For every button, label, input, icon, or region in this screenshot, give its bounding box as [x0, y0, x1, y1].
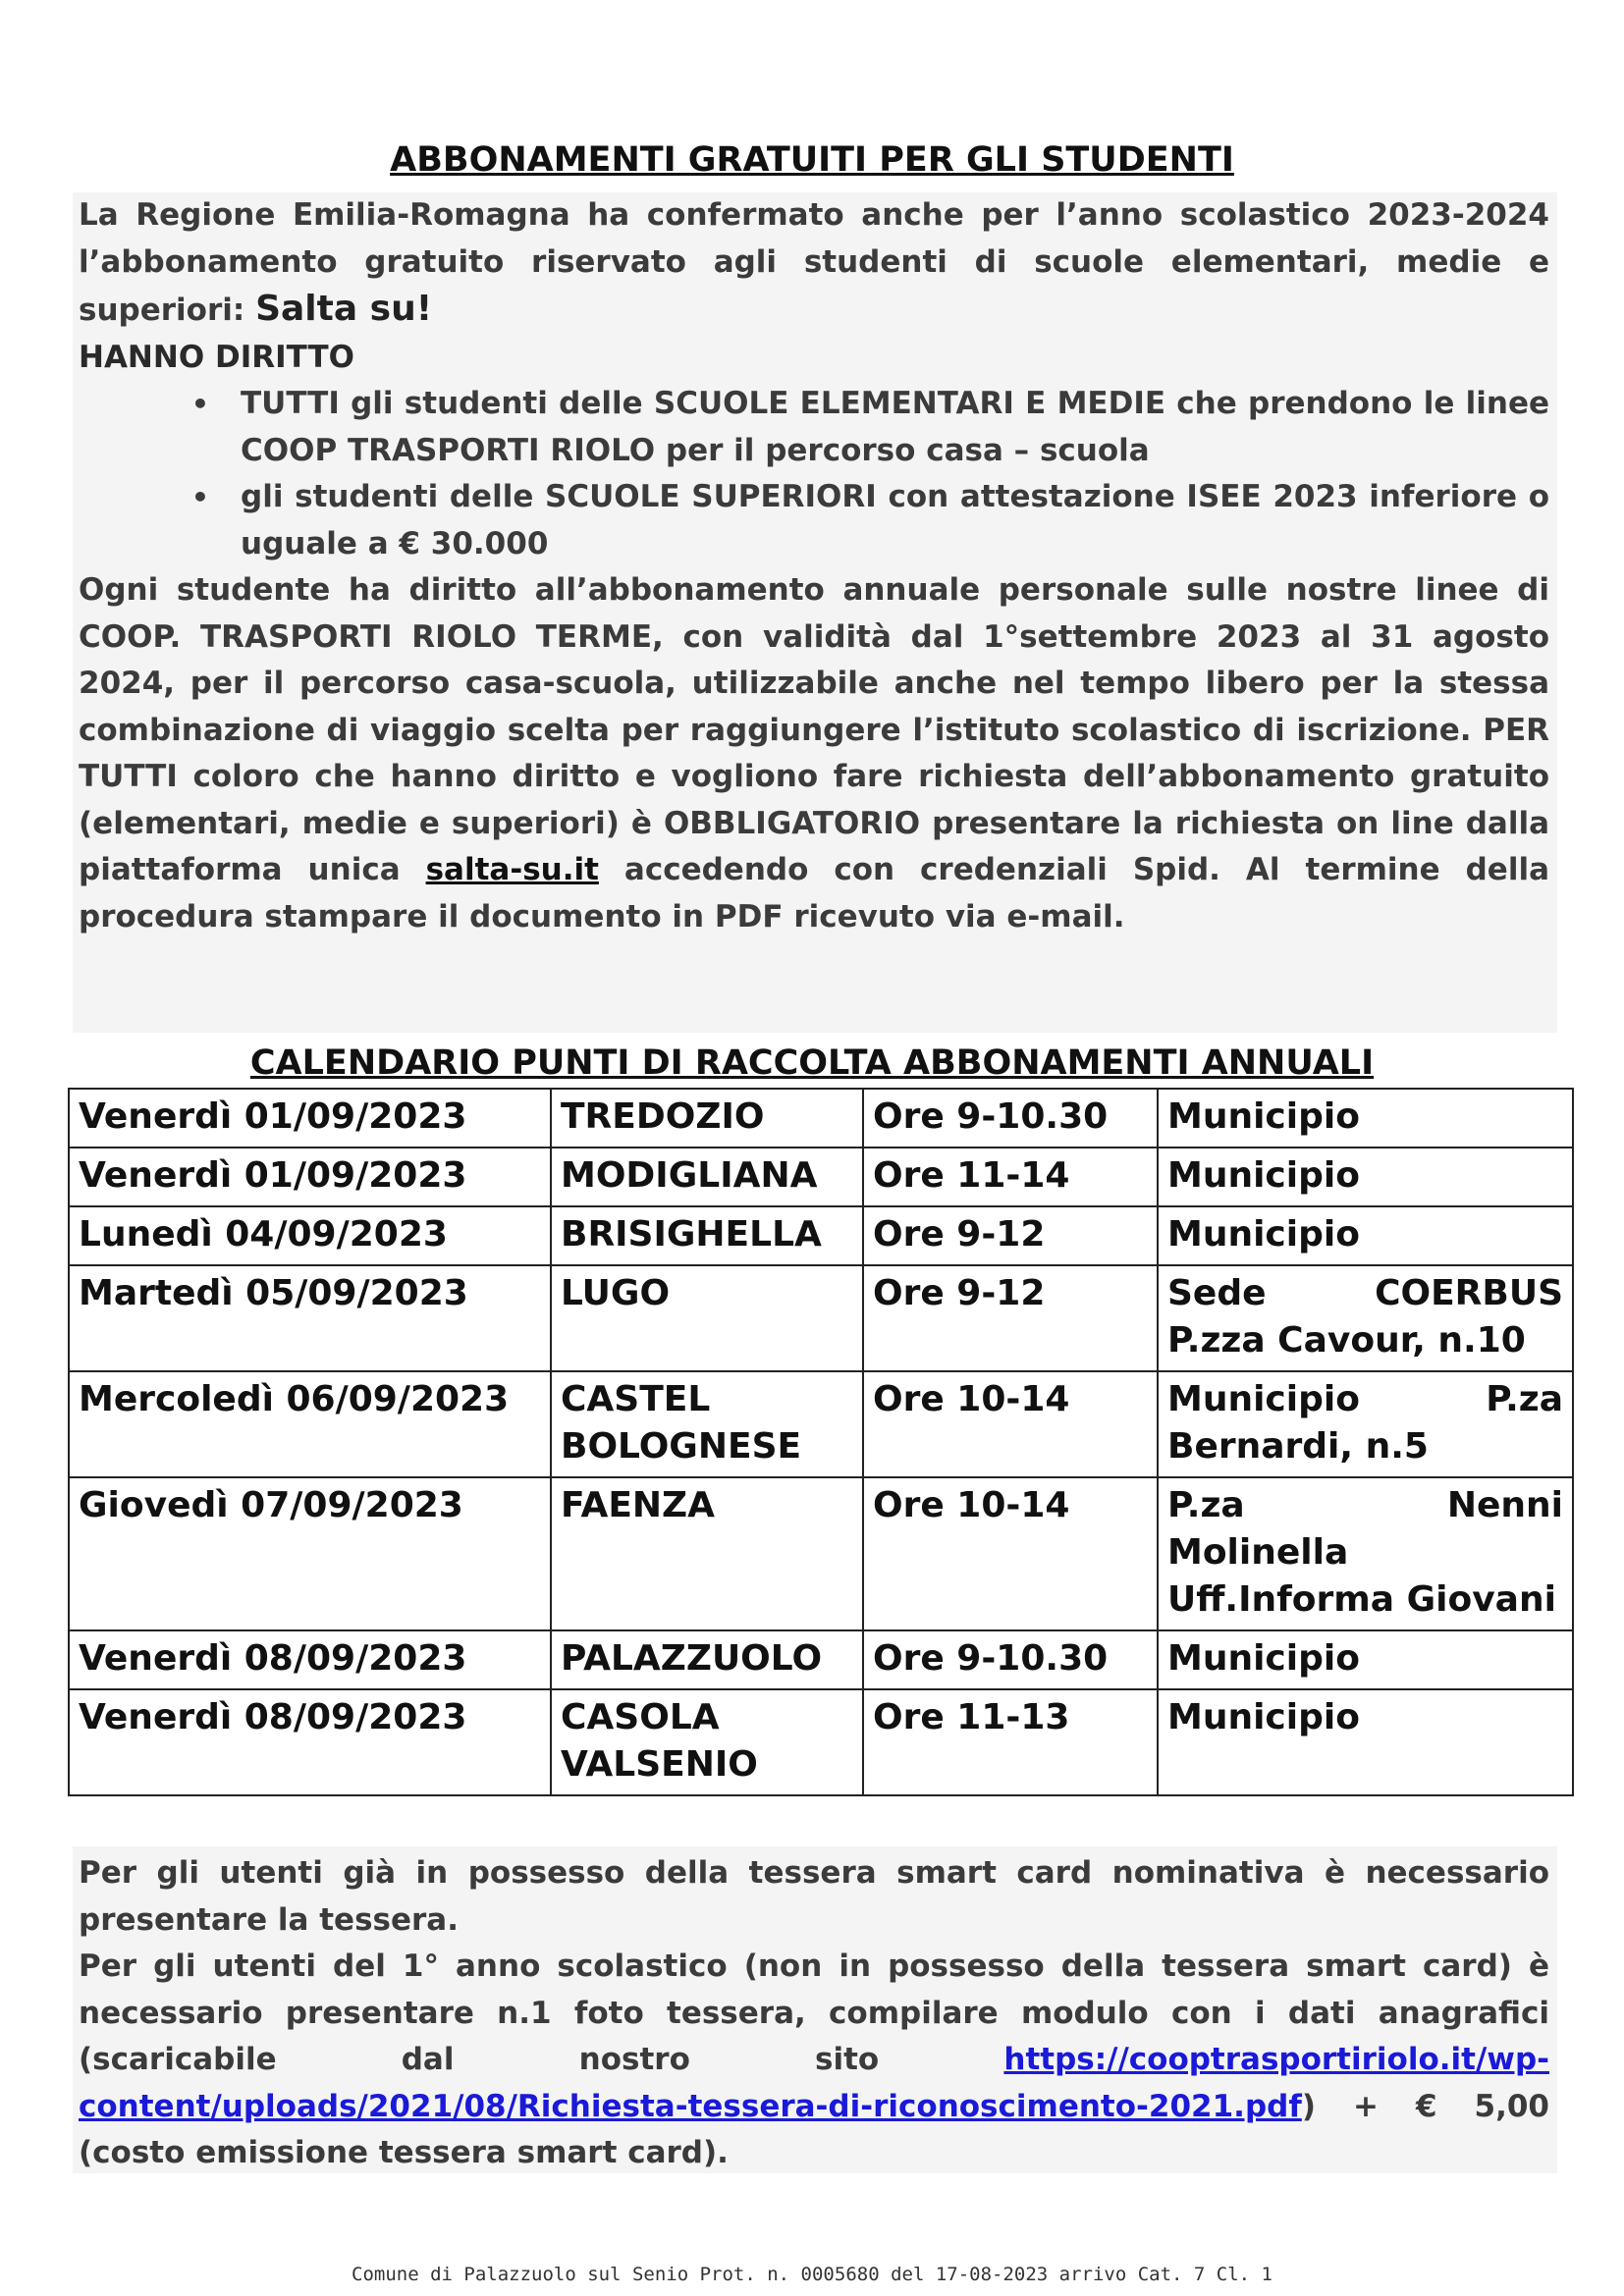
- eligibility-list: [79, 381, 1549, 567]
- date-cell: Lunedì 04/09/2023: [69, 1206, 551, 1265]
- note-existing-card: Per gli utenti già in possesso della tessera smart card nominativa è necessario presentare la tessera.: [79, 1855, 1549, 1938]
- bullet-icon: •: [191, 481, 209, 513]
- place-cell: Municipio: [1158, 1148, 1573, 1206]
- town-cell: TREDOZIO: [551, 1089, 863, 1148]
- hours-cell: Ore 9-12: [863, 1265, 1158, 1371]
- table-row: [69, 1630, 1573, 1689]
- details-text-end: accedendo con credenziali Spid. Al termine della procedura stampare il documento in PDF ricevuto via e-mail.: [79, 852, 1550, 934]
- details-paragraph: [79, 567, 1549, 940]
- salta-su-emphasis: Salta su!: [255, 289, 433, 329]
- hours-cell: Ore 9-10.30: [863, 1630, 1158, 1689]
- page-title: ABBONAMENTI GRATUITI PER GLI STUDENTI: [390, 140, 1234, 180]
- date-cell: Martedì 05/09/2023: [69, 1265, 551, 1371]
- note-text: Per gli utenti del 1° anno scolastico (non in possesso della tessera smart card) è necessario presentare n.1 foto tessera, compilare modulo con i dati anagrafici (scaricabile dal nostro sito: [79, 1949, 1549, 2077]
- hours-cell: Ore 9-10.30: [863, 1089, 1158, 1148]
- place-cell: Municipio P.za Bernardi, n.5: [1158, 1371, 1573, 1477]
- salta-su-link[interactable]: salta-su.it: [425, 852, 599, 887]
- date-cell: Venerdì 01/09/2023: [69, 1148, 551, 1206]
- notes-section: [79, 1850, 1549, 2177]
- hours-cell: Ore 11-14: [863, 1148, 1158, 1206]
- town-cell: BRISIGHELLA: [551, 1206, 863, 1265]
- list-item-text: gli studenti delle SCUOLE SUPERIORI con attestazione ISEE 2023 inferiore o uguale a € 30.000: [241, 479, 1549, 561]
- town-cell: MODIGLIANA: [551, 1148, 863, 1206]
- table-row: [69, 1371, 1573, 1477]
- place-cell: Municipio: [1158, 1689, 1573, 1795]
- intro-paragraph: [79, 192, 1549, 335]
- hours-cell: Ore 11-13: [863, 1689, 1158, 1795]
- details-text: Ogni studente ha diritto all’abbonamento annuale personale sulle nostre linee di COOP. TRASPORTI RIOLO TERME, con validità dal 1°settembre 2023 al 31 agosto 2024, per il percorso casa-scuola, utilizzabile anche nel tempo libero per la stessa combinazione di viaggio scelta per raggiungere l’istituto scolastico di iscrizione. PER TUTTI coloro che hanno diritto e vogliono fare richiesta dell’abbonamento gratuito (elementari, medie e superiori) è OBBLIGATORIO presentare la richiesta on line dalla piattaforma unica: [79, 572, 1549, 887]
- note-first-year: [79, 1944, 1549, 2177]
- bullet-icon: •: [191, 388, 209, 420]
- town-cell: CASOLA VALSENIO: [551, 1689, 863, 1795]
- table-row: [69, 1148, 1573, 1206]
- date-cell: Venerdì 01/09/2023: [69, 1089, 551, 1148]
- request-form-link[interactable]: https://cooptrasportiriolo.it/wp-content/uploads/2021/08/Richiesta-tessera-di-riconoscimento-2021.pdf: [79, 2042, 1549, 2124]
- note-text-end: ) + € 5,00 (costo emissione tessera smart card).: [79, 2088, 1549, 2170]
- intro-text: La Regione Emilia-Romagna ha confermato anche per l’anno scolastico 2023-2024 l’abbonamento gratuito riservato agli studenti di scuole elementari, medie e superiori:: [79, 197, 1549, 328]
- calendar-title: CALENDARIO PUNTI DI RACCOLTA ABBONAMENTI ANNUALI: [249, 1043, 1375, 1083]
- table-row: [69, 1689, 1573, 1795]
- town-cell: FAENZA: [551, 1477, 863, 1630]
- list-item: [164, 381, 1549, 474]
- intro-section: [79, 192, 1549, 940]
- hours-cell: Ore 10-14: [863, 1477, 1158, 1630]
- list-item: [164, 474, 1549, 567]
- place-cell: Municipio: [1158, 1630, 1573, 1689]
- place-cell: P.za Nenni Molinella Uff.Informa Giovani: [1158, 1477, 1573, 1630]
- table-row: [69, 1265, 1573, 1371]
- town-cell: PALAZZUOLO: [551, 1630, 863, 1689]
- town-cell: LUGO: [551, 1265, 863, 1371]
- hours-cell: Ore 9-12: [863, 1206, 1158, 1265]
- table-row: [69, 1206, 1573, 1265]
- hours-cell: Ore 10-14: [863, 1371, 1158, 1477]
- place-cell: Municipio: [1158, 1206, 1573, 1265]
- date-cell: Venerdì 08/09/2023: [69, 1630, 551, 1689]
- town-cell: CASTEL BOLOGNESE: [551, 1371, 863, 1477]
- place-cell: Municipio: [1158, 1089, 1573, 1148]
- calendar-table: [68, 1088, 1574, 1796]
- date-cell: Venerdì 08/09/2023: [69, 1689, 551, 1795]
- eligibility-heading: HANNO DIRITTO: [79, 339, 354, 375]
- list-item-text: TUTTI gli studenti delle SCUOLE ELEMENTARI E MEDIE che prendono le linee COOP TRASPORTI RIOLO per il percorso casa – scuola: [241, 386, 1549, 468]
- date-cell: Mercoledì 06/09/2023: [69, 1371, 551, 1477]
- table-row: [69, 1089, 1573, 1148]
- place-cell: Sede COERBUS P.zza Cavour, n.10: [1158, 1265, 1573, 1371]
- date-cell: Giovedì 07/09/2023: [69, 1477, 551, 1630]
- table-row: [69, 1477, 1573, 1630]
- protocol-footer: Comune di Palazzuolo sul Senio Prot. n. 0005680 del 17-08-2023 arrivo Cat. 7 Cl. 1: [352, 2264, 1272, 2285]
